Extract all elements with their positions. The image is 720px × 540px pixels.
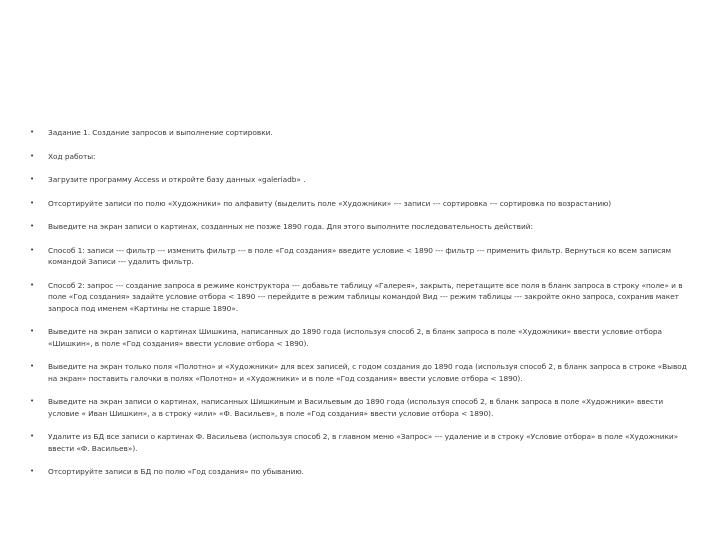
list-item-text: Способ 1: записи --- фильтр --- изменить фильтр --- в поле «Год создания» введите условие < 1890 --- фильтр --- применить фильтр. Вернуться ко всем записям командой Записи --- удалить фильтр. bbox=[48, 245, 672, 266]
bullet: • bbox=[30, 128, 35, 136]
list-item bbox=[30, 361, 695, 384]
bullet: • bbox=[30, 175, 35, 183]
list-item-text: Выведите на экран записи о картинах Шишкина, написанных до 1890 года (используя способ 2, в бланк запроса в поле «Художники» ввести условие отбора «Шишкин», в поле «Год создания» ввести условие отбора < 1890). bbox=[48, 327, 662, 348]
list-item bbox=[30, 245, 695, 268]
bullet: • bbox=[30, 432, 35, 440]
list-item bbox=[30, 326, 695, 349]
list-item bbox=[30, 127, 695, 139]
list-item-text: Отсортируйте записи в БД по полю «Год создания» по убыванию. bbox=[48, 467, 304, 476]
bullet: • bbox=[30, 327, 35, 335]
list-item bbox=[30, 431, 695, 454]
task-list bbox=[30, 127, 695, 490]
list-item bbox=[30, 396, 695, 419]
list-item bbox=[30, 280, 695, 315]
bullet: • bbox=[30, 222, 35, 230]
list-item bbox=[30, 151, 695, 163]
bullet: • bbox=[30, 151, 35, 160]
bullet: • bbox=[30, 467, 35, 475]
list-item bbox=[30, 466, 695, 478]
list-item-text: Удалите из БД все записи о картинах Ф. Васильева (используя способ 2, в главном меню «Запрос» --- удаление и в строку «Условие отбора» в поле «Художники» ввести «Ф. Васильев»). bbox=[48, 432, 679, 453]
task-title: Задание 1. Создание запросов и выполнение сортировки. bbox=[48, 128, 273, 137]
list-item-text: Ход работы: bbox=[48, 151, 96, 161]
list-item bbox=[30, 221, 695, 233]
list-item-text: Способ 2: запрос --- создание запроса в режиме конструктора --- добавьте таблицу «Галерея», закрыть, перетащите все поля в бланк запроса в строку «поле» и в поле «Год создания» задайте условие отбора < 1890 --- перейдите в режим таблицы командой Вид --- режим таблицы --- закройте окно запроса, сохранив макет запроса под именем «Картины не старше 1890». bbox=[48, 280, 683, 313]
bullet: • bbox=[30, 397, 35, 405]
bullet: • bbox=[30, 245, 35, 254]
list-item-text: Выведите на экран записи о картинах, написанных Шишкиным и Васильевым до 1890 года (используя способ 2, в бланк запроса в поле «Художники» ввести условие « Иван Шишкин», а в строку «или» «Ф. Васильев», в поле «Год создания» ввести условие отбора < 1890). bbox=[48, 397, 664, 418]
list-item-text: Загрузите программу Access и откройте базу данных «galeriadb» . bbox=[48, 175, 306, 184]
list-item bbox=[30, 174, 695, 186]
list-item-text: Выведите на экран только поля «Полотно» и «Художники» для всех записей, с годом создания до 1890 года (используя способ 2, в бланк запроса в строке «Вывод на экран» поставить галочки в полях «Полотно» и «Художники» и в поле «Год создания» ввести условие отбора < 1890). bbox=[48, 362, 687, 383]
bullet: • bbox=[30, 362, 35, 370]
list-item-text: Выведите на экран записи о картинах, созданных не позже 1890 года. Для этого выполните последовательность действий: bbox=[48, 222, 533, 231]
bullet: • bbox=[30, 280, 35, 289]
list-item bbox=[30, 198, 695, 210]
bullet: • bbox=[30, 198, 35, 207]
list-item-text: Отсортируйте записи по полю «Художники» по алфавиту (выделить поле «Художники» --- записи --- сортировка --- сортировка по возрастанию) bbox=[48, 198, 612, 208]
